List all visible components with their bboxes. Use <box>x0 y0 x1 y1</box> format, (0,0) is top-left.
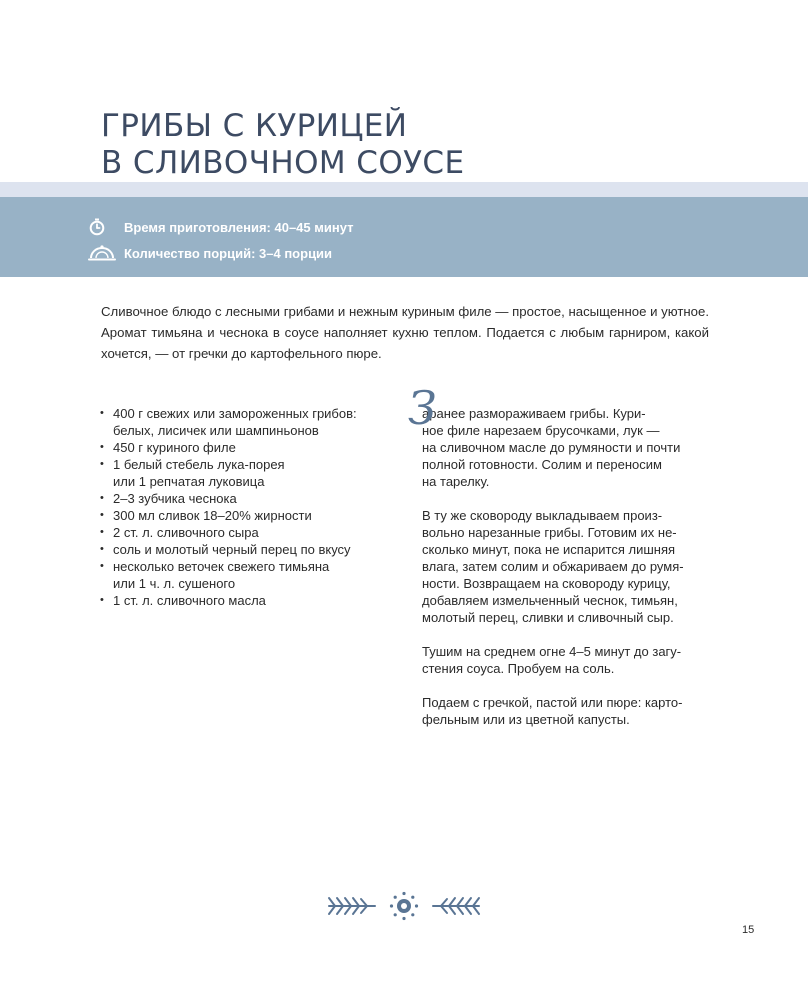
ingredient-text: 1 ст. л. сливочного масла <box>113 593 266 608</box>
ingredient-text: 450 г куриного филе <box>113 440 236 455</box>
ingredient-item <box>100 524 400 541</box>
ingredient-item <box>100 507 400 524</box>
stopwatch-icon <box>88 216 118 238</box>
ingredient-text: 400 г свежих или замороженных грибов: <box>113 406 357 421</box>
prep-time-text: Время приготовления: 40–45 минут <box>124 219 354 235</box>
ingredient-text: 2–3 зубчика чеснока <box>113 491 237 506</box>
ingredient-text: несколько веточек свежего тимьяна <box>113 559 330 574</box>
ingredient-text-continued: или 1 репчатая луковица <box>113 474 265 489</box>
ingredient-text-continued: белых, лисичек или шампиньонов <box>113 423 319 438</box>
ingredient-text: соль и молотый черный перец по вкусу <box>113 542 351 557</box>
recipe-title <box>101 108 464 182</box>
step-paragraph <box>408 381 712 490</box>
drop-cap: З <box>408 381 437 435</box>
step-paragraph: Подаем с гречкой, пастой или пюре: карто- фельным или из цветной капусты. <box>422 695 683 727</box>
ingredient-item <box>100 456 400 490</box>
ingredient-item <box>100 405 400 439</box>
prep-time-row <box>88 216 353 238</box>
ingredient-item <box>100 490 400 507</box>
recipe-title-line-2: В СЛИВОЧНОМ СОУСЕ <box>101 145 465 181</box>
step-paragraph: В ту же сковороду выкладываем произ- вольно нарезанные грибы. Готовим их не- сколько минут, пока не испарится лишняя влага, затем солим и обжариваем до румя- ности. Возвращаем на сковороду курицу, добавляем измельченный чеснок, тимьян, молотый перец, сливки и сливочный сыр. <box>422 508 684 625</box>
step-paragraph: Тушим на среднем огне 4–5 минут до загу- стения соуса. Пробуем на соль. <box>422 644 682 676</box>
cooking-steps <box>408 381 712 745</box>
step-1-text: аранее размораживаем грибы. Кури- ное филе нарезаем брусочками, лук — на сливочном масле до румяности и почти полной готовности. Солим и переносим на тарелку. <box>422 406 681 489</box>
ingredient-item <box>100 558 400 592</box>
ingredient-text-continued: или 1 ч. л. сушеного <box>113 576 236 591</box>
ingredient-text: 300 мл сливок 18–20% жирности <box>113 508 312 523</box>
ingredient-text: 1 белый стебель лука-порея <box>113 457 285 472</box>
portions-text: Количество порций: 3–4 порции <box>124 245 333 261</box>
ingredient-text: 2 ст. л. сливочного сыра <box>113 525 259 540</box>
ingredient-item <box>100 592 400 609</box>
recipe-intro: Сливочное блюдо с лесными грибами и нежным куриным филе — простое, насыщенное и уютное. Аромат тимьяна и чеснока в соусе наполняет кухню теплом. Подается с любым гарниром, какой хочется, — от гречки до картофельного пюре. <box>101 304 709 361</box>
ingredient-item <box>100 439 400 456</box>
title-underline-band <box>0 182 808 197</box>
page-number: 15 <box>742 924 755 936</box>
serving-dish-icon <box>88 242 118 264</box>
fir-branch-snowflake-ornament <box>325 890 483 922</box>
ingredients-list <box>100 405 400 609</box>
ingredient-item <box>100 541 400 558</box>
portions-row <box>88 242 332 264</box>
recipe-title-line-1: ГРИБЫ С КУРИЦЕЙ <box>101 108 408 144</box>
